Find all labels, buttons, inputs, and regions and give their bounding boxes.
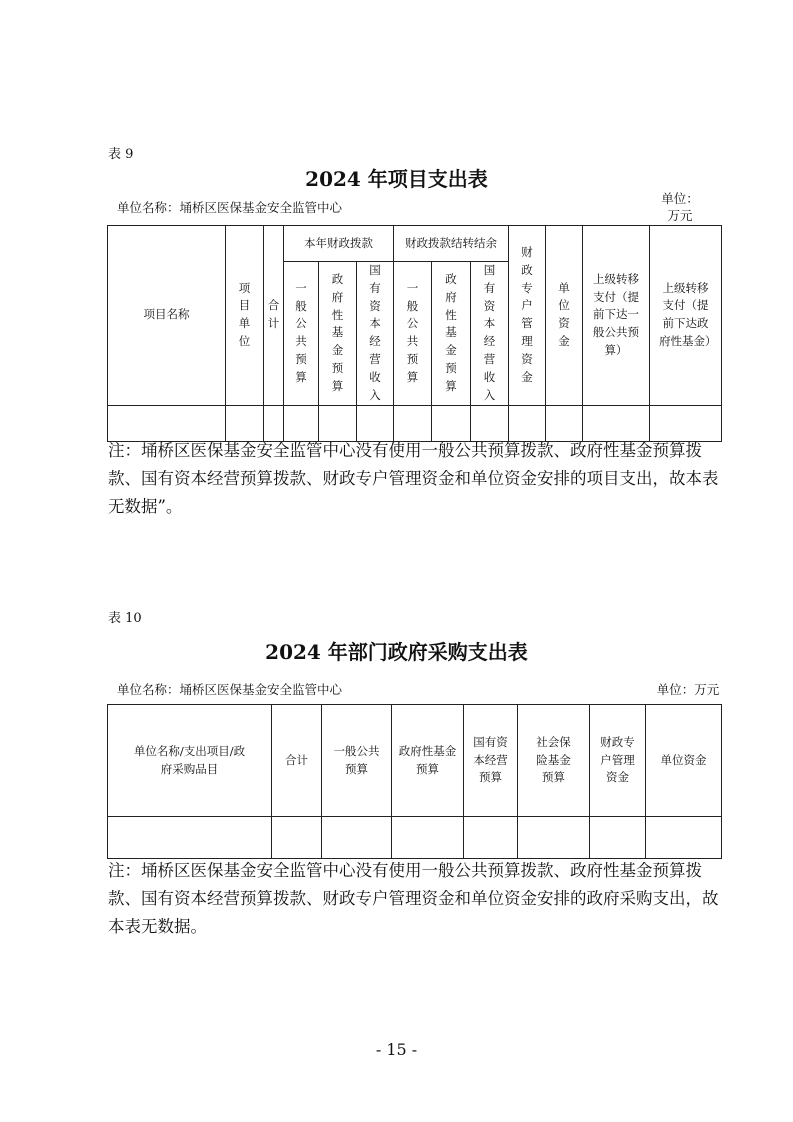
header-unit-funds: 单位资金 (646, 705, 722, 817)
table-row (108, 405, 722, 441)
table9-title: 2024 年项目支出表 (305, 167, 488, 191)
header-special-account: 财政专户管理资金 (590, 705, 646, 817)
table9-unit-measure: 单位：万元 (661, 191, 699, 223)
header-general-budget: 一般公共预算 (284, 262, 319, 406)
header-current-year-group: 本年财政拨款 (284, 226, 394, 262)
header-project-name: 项目名称 (108, 226, 226, 406)
table10-unit-measure: 单位：万元 (656, 682, 720, 697)
table9-label: 表 9 (108, 147, 134, 162)
header-state-capital: 国有资本经营收入 (357, 262, 394, 406)
table10-title: 2024 年部门政府采购支出表 (265, 640, 528, 664)
table10-grid (107, 704, 722, 859)
header-fund-budget: 政府性基金预算 (319, 262, 357, 406)
header-carry-fund-budget: 政府性基金预算 (432, 262, 471, 406)
header-carry-general-budget: 一般公共预算 (394, 262, 432, 406)
header-total: 合计 (264, 226, 284, 406)
header-project-unit: 项目单位 (226, 226, 264, 406)
header-upper-transfer-general: 上级转移支付（提前下达一般公共预算） (583, 226, 650, 406)
header-carry-state-capital: 国有资本经营收入 (471, 262, 509, 406)
table10-label: 表 10 (108, 611, 142, 626)
page-number: - 15 - (375, 1040, 418, 1059)
header-fund-budget: 政府性基金预算 (392, 705, 464, 817)
header-name: 单位名称/支出项目/政府采购品目 (108, 705, 272, 817)
header-unit-funds: 单位资金 (546, 226, 583, 406)
header-upper-transfer-fund: 上级转移支付（提前下达政府性基金） (650, 226, 722, 406)
header-carryover-group: 财政拨款结转结余 (394, 226, 509, 262)
table10-note: 注：埇桥区医保基金安全监管中心没有使用一般公共预算拨款、政府性基金预算拨款、国有资本经营预算拨款、财政专户管理资金和单位资金安排的政府采购支出，故本表无数据。 (108, 861, 719, 936)
header-state-capital: 国有资本经营预算 (464, 705, 518, 817)
table10-unit-name: 单位名称：埇桥区医保基金安全监管中心 (117, 682, 343, 697)
header-social-insurance: 社会保险基金预算 (518, 705, 590, 817)
header-general-budget: 一般公共预算 (322, 705, 392, 817)
header-special-account: 财政专户管理资金 (509, 226, 546, 406)
table-row (108, 817, 722, 859)
header-total: 合计 (272, 705, 322, 817)
table9-note: 注：埇桥区医保基金安全监管中心没有使用一般公共预算拨款、政府性基金预算拨款、国有资本经营预算拨款、财政专户管理资金和单位资金安排的项目支出，故本表无数据”。 (108, 441, 719, 516)
table9-unit-name: 单位名称：埇桥区医保基金安全监管中心 (117, 200, 343, 215)
table9-grid (107, 225, 722, 442)
